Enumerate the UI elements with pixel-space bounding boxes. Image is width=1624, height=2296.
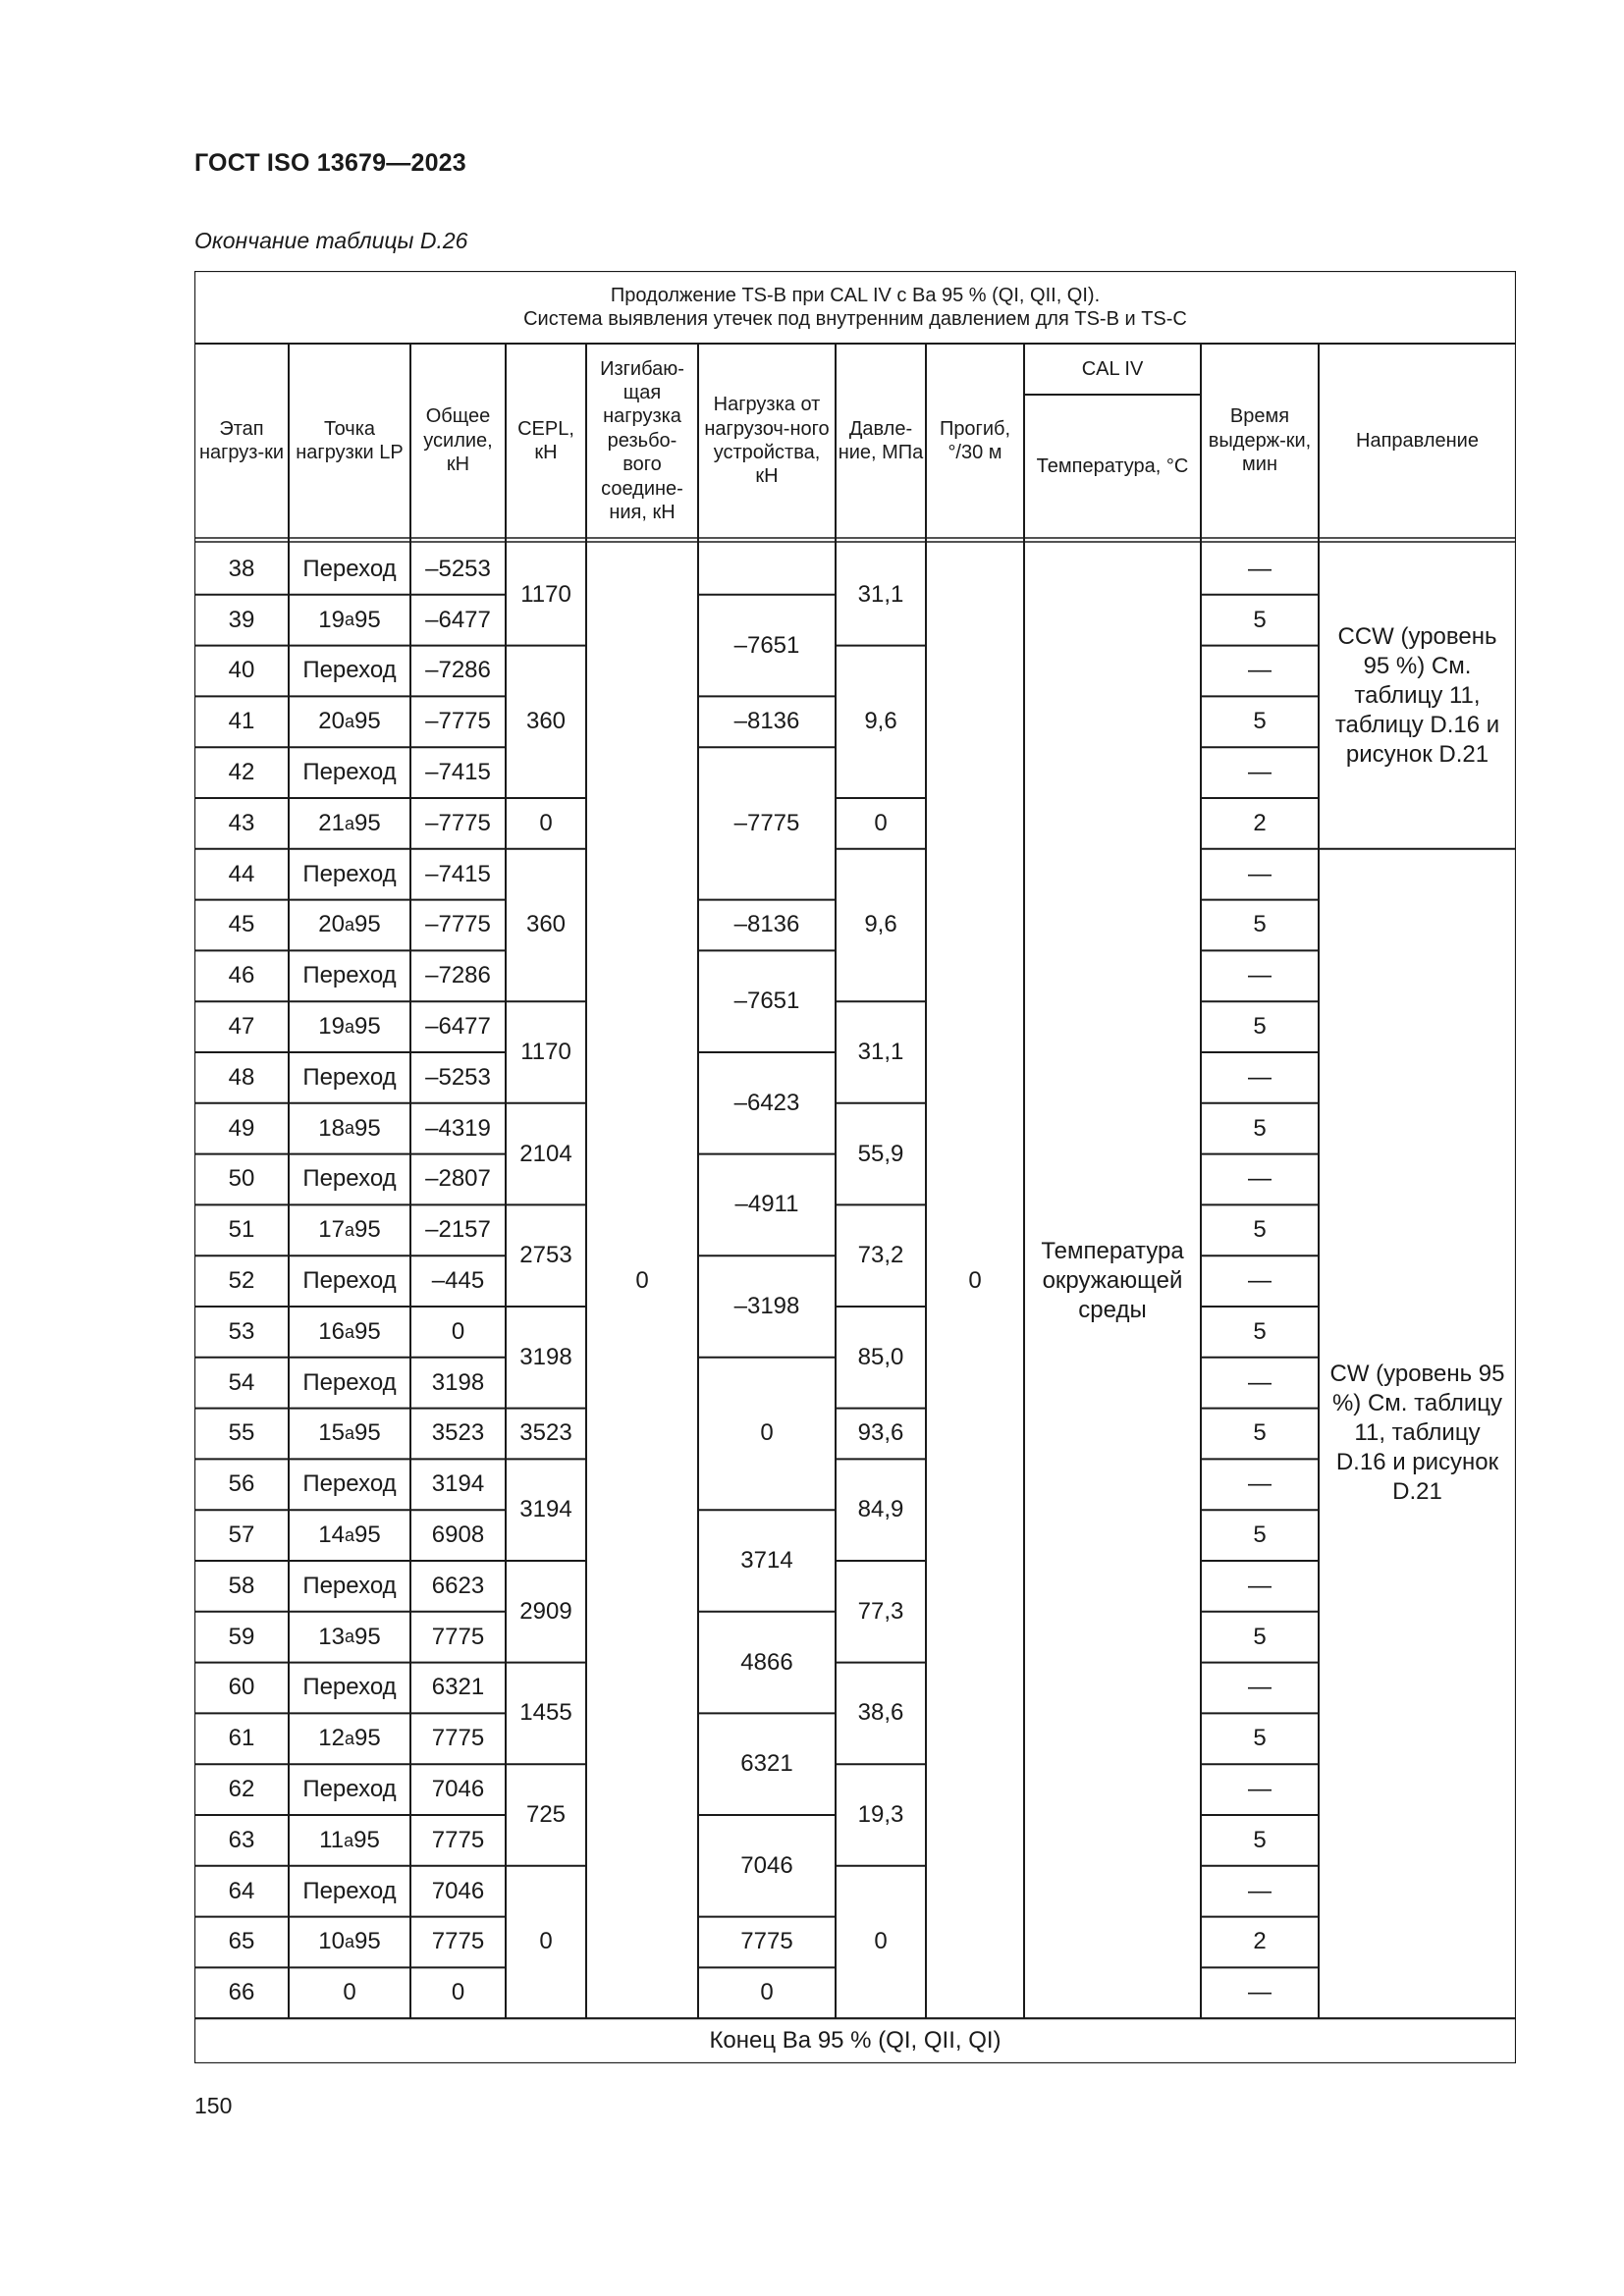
stage-cell: 60 — [228, 1674, 255, 1701]
total-force-cell: 3198 — [431, 1368, 485, 1396]
load-point-cell: Переход — [302, 962, 397, 989]
load-point-cell: 18 a 95 — [318, 1114, 381, 1142]
hold-time-cell: 5 — [1253, 1623, 1267, 1650]
pressure-cell: 0 — [874, 1928, 888, 1955]
stage-cell: 51 — [228, 1216, 255, 1244]
cepl-cell: 3523 — [519, 1419, 572, 1447]
cepl-cell: 2909 — [519, 1597, 572, 1625]
total-force-cell: 7775 — [431, 1623, 485, 1650]
load-point-cell: Переход — [302, 1165, 397, 1193]
top-header-line1: Продолжение TS-B при CAL IV с Ba 95 % (QI, QII, QI). — [610, 285, 1101, 306]
stage-cell: 62 — [228, 1776, 255, 1803]
load-point-cell: Переход — [302, 1572, 397, 1599]
total-force-cell: –7775 — [425, 911, 491, 938]
load-point-cell: Переход — [302, 860, 397, 887]
hdr-pressure: Давле-ние, МПа — [838, 417, 924, 463]
device-load-cell: 0 — [760, 1979, 774, 2006]
hdr-stage: Этап нагруз-ки — [198, 417, 285, 463]
pressure-cell: 19,3 — [857, 1800, 904, 1828]
stage-cell: 61 — [228, 1725, 255, 1752]
stage-cell: 49 — [228, 1114, 255, 1142]
hold-time-cell: 2 — [1253, 809, 1267, 836]
total-force-cell: 7775 — [431, 1725, 485, 1752]
hold-time-cell: — — [1248, 555, 1272, 582]
hold-time-cell: — — [1248, 1470, 1272, 1498]
stage-cell: 56 — [228, 1470, 255, 1498]
total-force-cell: 7046 — [431, 1776, 485, 1803]
total-force-cell: 7775 — [431, 1928, 485, 1955]
hold-time-cell: 5 — [1253, 1725, 1267, 1752]
stage-cell: 47 — [228, 1013, 255, 1041]
load-point-cell: Переход — [302, 1063, 397, 1091]
top-header-line2: Система выявления утечек под внутренним давлением для TS-B и TS-C — [523, 308, 1187, 330]
stage-cell: 46 — [228, 962, 255, 989]
cepl-cell: 2753 — [519, 1242, 572, 1269]
cepl-cell: 0 — [539, 1928, 553, 1955]
device-load-cell: 6321 — [740, 1750, 793, 1778]
hold-time-cell: — — [1248, 657, 1272, 684]
total-force-cell: –7415 — [425, 759, 491, 786]
hold-time-cell: 5 — [1253, 606, 1267, 633]
total-force-cell: 6623 — [431, 1572, 485, 1599]
stage-cell: 65 — [228, 1928, 255, 1955]
hold-time-cell: — — [1248, 860, 1272, 887]
hold-time-cell: 5 — [1253, 1826, 1267, 1853]
cepl-cell: 1455 — [519, 1699, 572, 1727]
total-force-cell: –6477 — [425, 606, 491, 633]
device-load-cell: –7775 — [733, 809, 800, 836]
load-point-cell: 19 a 95 — [318, 606, 381, 633]
total-force-cell: 3523 — [431, 1419, 485, 1447]
load-point-cell: 15 a 95 — [318, 1419, 381, 1447]
device-load-cell: –4911 — [734, 1191, 799, 1218]
load-point-cell: 10 a 95 — [318, 1928, 381, 1955]
stage-cell: 43 — [228, 809, 255, 836]
total-force-cell: –7775 — [425, 809, 491, 836]
cepl-cell: 3198 — [519, 1343, 572, 1370]
hold-time-cell: — — [1248, 759, 1272, 786]
hold-time-cell: — — [1248, 1776, 1272, 1803]
total-force-cell: –5253 — [425, 555, 491, 582]
device-load-cell: –6423 — [733, 1089, 800, 1116]
hold-time-cell: 5 — [1253, 1114, 1267, 1142]
load-point-cell: Переход — [302, 1776, 397, 1803]
total-force-cell: 7775 — [431, 1826, 485, 1853]
pressure-cell: 31,1 — [857, 580, 904, 608]
load-point-cell: 0 — [343, 1979, 356, 2006]
data-table — [194, 271, 1516, 2063]
pressure-cell: 93,6 — [857, 1419, 904, 1447]
hold-time-cell: 5 — [1253, 911, 1267, 938]
hold-time-cell: 5 — [1253, 1419, 1267, 1447]
pressure-cell: 73,2 — [857, 1242, 904, 1269]
hdr-bending: Изгибаю-щая нагрузка резьбо-вого соедине-ния, кН — [600, 357, 684, 523]
total-force-cell: –445 — [431, 1267, 485, 1295]
device-load-cell: –8136 — [733, 911, 800, 938]
stage-cell: 45 — [228, 911, 255, 938]
load-point-cell: 17 a 95 — [318, 1216, 381, 1244]
total-force-cell: 6908 — [431, 1522, 485, 1549]
cepl-cell: 1170 — [520, 1038, 571, 1065]
hold-time-cell: — — [1248, 1165, 1272, 1193]
cepl-cell: 1170 — [520, 580, 571, 608]
load-point-cell: Переход — [302, 555, 397, 582]
stage-cell: 59 — [228, 1623, 255, 1650]
hold-time-cell: 5 — [1253, 1522, 1267, 1549]
hold-time-cell: 5 — [1253, 1013, 1267, 1041]
load-point-cell: 13 a 95 — [318, 1623, 381, 1650]
hdr-temperature: Температура, °C — [1036, 454, 1189, 477]
load-point-cell: Переход — [302, 1267, 397, 1295]
load-point-cell: 21 a 95 — [318, 809, 381, 836]
total-force-cell: –7415 — [425, 860, 491, 887]
hold-time-cell: 5 — [1253, 1216, 1267, 1244]
pressure-cell: 85,0 — [857, 1343, 904, 1370]
document-title: ГОСТ ISO 13679—2023 — [194, 149, 466, 177]
device-load-cell: 0 — [760, 1419, 774, 1447]
hold-time-cell: — — [1248, 1674, 1272, 1701]
total-force-cell: 0 — [451, 1979, 465, 2006]
direction-cell: CCW (уровень 95 %) См. таблицу 11, таблицу D.16 и рисунок D.21 — [1334, 623, 1500, 769]
load-point-cell: Переход — [302, 657, 397, 684]
stage-cell: 52 — [228, 1267, 255, 1295]
stage-cell: 55 — [228, 1419, 255, 1447]
deflection-cell: 0 — [968, 1267, 982, 1295]
table-footer: Конец Ba 95 % (QI, QII, QI) — [709, 2027, 1001, 2055]
cepl-cell: 360 — [525, 911, 567, 938]
hold-time-cell: — — [1248, 1368, 1272, 1396]
device-load-cell: 4866 — [740, 1648, 793, 1676]
device-load-cell: –7651 — [733, 631, 800, 659]
pressure-cell: 38,6 — [857, 1699, 904, 1727]
load-point-cell: Переход — [302, 1368, 397, 1396]
hold-time-cell: 5 — [1253, 708, 1267, 735]
pressure-cell: 55,9 — [857, 1140, 904, 1167]
page-number: 150 — [194, 2093, 233, 2118]
total-force-cell: 3194 — [431, 1470, 485, 1498]
total-force-cell: –5253 — [425, 1063, 491, 1091]
hdr-load-point: Точка нагрузки LP — [296, 417, 404, 463]
stage-cell: 54 — [228, 1368, 255, 1396]
load-point-cell: Переход — [302, 1674, 397, 1701]
device-load-cell: 3714 — [740, 1546, 793, 1574]
stage-cell: 38 — [228, 555, 255, 582]
load-point-cell: Переход — [302, 759, 397, 786]
device-load-cell: –8136 — [733, 708, 800, 735]
table-caption: Окончание таблицы D.26 — [194, 228, 468, 253]
bending-load-cell: 0 — [635, 1267, 649, 1295]
hold-time-cell: — — [1248, 962, 1272, 989]
load-point-cell: 20 a 95 — [318, 708, 381, 735]
stage-cell: 42 — [228, 759, 255, 786]
hdr-direction: Направление — [1356, 429, 1479, 452]
stage-cell: 53 — [228, 1317, 255, 1345]
pressure-cell: 84,9 — [857, 1496, 904, 1523]
hold-time-cell: 2 — [1253, 1928, 1267, 1955]
hold-time-cell: — — [1248, 1979, 1272, 2006]
total-force-cell: 0 — [451, 1317, 465, 1345]
load-point-cell: 14 a 95 — [318, 1522, 381, 1549]
total-force-cell: –7286 — [425, 657, 491, 684]
total-force-cell: 7046 — [431, 1877, 485, 1904]
pressure-cell: 77,3 — [857, 1597, 904, 1625]
stage-cell: 64 — [228, 1877, 255, 1904]
load-point-cell: 11 a 95 — [319, 1826, 380, 1853]
hold-time-cell: — — [1248, 1572, 1272, 1599]
hdr-device-load: Нагрузка от нагрузоч-ного устройства, кН — [704, 394, 830, 488]
stage-cell: 63 — [228, 1826, 255, 1853]
stage-cell: 44 — [228, 860, 255, 887]
load-point-cell: 16 a 95 — [318, 1317, 381, 1345]
hold-time-cell: — — [1248, 1877, 1272, 1904]
hdr-total-force: Общее усилие, кН — [423, 405, 493, 476]
cepl-cell: 3194 — [519, 1496, 572, 1523]
device-load-cell: 7046 — [740, 1851, 793, 1879]
pressure-cell: 31,1 — [857, 1038, 904, 1065]
hdr-hold-time: Время выдерж-ки, мин — [1208, 405, 1312, 476]
stage-cell: 50 — [228, 1165, 255, 1193]
stage-cell: 39 — [228, 606, 255, 633]
load-point-cell: Переход — [302, 1470, 397, 1498]
table-top-header — [194, 271, 1516, 344]
stage-cell: 58 — [228, 1572, 255, 1599]
device-load-cell: –3198 — [733, 1292, 800, 1319]
total-force-cell: –7775 — [425, 708, 491, 735]
hold-time-cell: 5 — [1253, 1317, 1267, 1345]
stage-cell: 66 — [228, 1979, 255, 2006]
device-load-cell: 7775 — [740, 1928, 793, 1955]
load-point-cell: Переход — [302, 1877, 397, 1904]
device-load-cell: –7651 — [733, 988, 800, 1015]
total-force-cell: –2807 — [425, 1165, 491, 1193]
total-force-cell: –6477 — [425, 1013, 491, 1041]
total-force-cell: –4319 — [425, 1114, 491, 1142]
total-force-cell: –2157 — [425, 1216, 491, 1244]
device-load-cell — [698, 544, 836, 595]
stage-cell: 41 — [228, 708, 255, 735]
hdr-cal-iv: CAL IV — [1081, 357, 1144, 380]
cepl-cell: 2104 — [519, 1140, 572, 1167]
load-point-cell: 19 a 95 — [318, 1013, 381, 1041]
stage-cell: 40 — [228, 657, 255, 684]
load-point-cell: 20 a 95 — [318, 911, 381, 938]
pressure-cell: 9,6 — [864, 708, 897, 735]
hdr-deflection: Прогиб, °/30 м — [939, 417, 1011, 463]
hold-time-cell: — — [1248, 1063, 1272, 1091]
hdr-cepl: CEPL, кН — [517, 417, 574, 463]
direction-cell: CW (уровень 95 %) См. таблицу 11, таблицу D.16 и рисунок D.21 — [1329, 1361, 1505, 1506]
cepl-cell: 725 — [525, 1800, 567, 1828]
hold-time-cell: — — [1248, 1267, 1272, 1295]
pressure-cell: 9,6 — [864, 911, 897, 938]
cepl-cell: 0 — [539, 809, 553, 836]
pressure-cell: 0 — [874, 809, 888, 836]
total-force-cell: 6321 — [431, 1674, 485, 1701]
stage-cell: 48 — [228, 1063, 255, 1091]
stage-cell: 57 — [228, 1522, 255, 1549]
load-point-cell: 12 a 95 — [318, 1725, 381, 1752]
total-force-cell: –7286 — [425, 962, 491, 989]
temperature-cell: Температура окружающей среды — [1041, 1238, 1184, 1324]
cepl-cell: 360 — [525, 708, 567, 735]
